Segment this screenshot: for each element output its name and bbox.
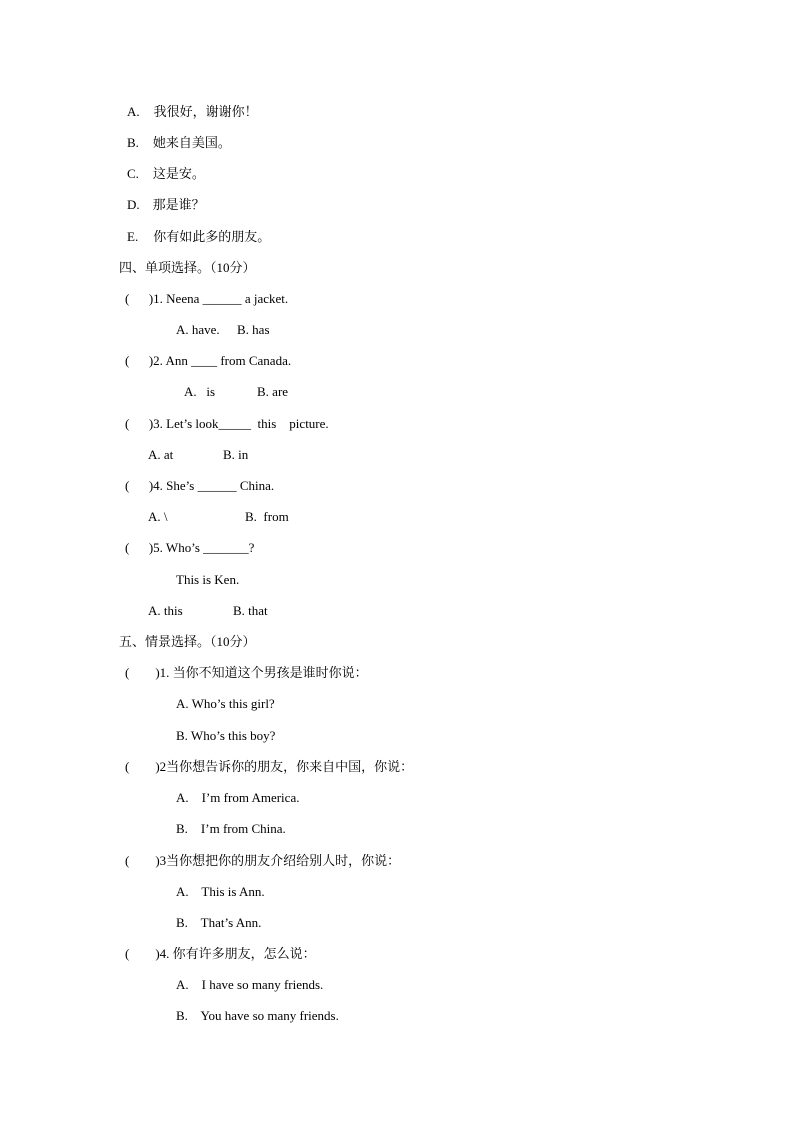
- option-text: 我很好，谢谢你！: [153, 104, 258, 119]
- option-letter: D.: [127, 197, 140, 212]
- question-stem: 4. She’s ______ China.: [153, 478, 275, 493]
- choice-4-1-a: A. have.: [176, 322, 220, 337]
- option-text: 她来自美国。: [152, 135, 231, 150]
- answer-bracket[interactable]: ( ): [125, 853, 160, 868]
- answer-bracket[interactable]: ( ): [125, 353, 154, 368]
- question-4-1: [125, 291, 288, 307]
- option-letter: E.: [127, 229, 139, 244]
- question-4-2: [125, 353, 291, 369]
- answer-bracket[interactable]: ( ): [125, 946, 160, 961]
- choice-5-3-b: B. That’s Ann.: [176, 915, 262, 930]
- answer-bracket[interactable]: ( ): [125, 759, 160, 774]
- option-letter: A.: [127, 104, 140, 119]
- answer-bracket[interactable]: ( ): [125, 665, 160, 680]
- question-stem: 2. Ann ____ from Canada.: [153, 353, 292, 368]
- option-letter: B.: [127, 135, 139, 150]
- choice-4-3-a: A. at: [148, 447, 174, 462]
- option-line-b: [127, 135, 231, 151]
- option-letter: C.: [127, 166, 139, 181]
- question-stem: 1. 当你不知道这个男孩是谁时你说：: [159, 665, 368, 680]
- question-stem: 5. Who’s _______?: [153, 540, 255, 555]
- question-stem: 2当你想告诉你的朋友，你来自中国，你说：: [159, 759, 414, 774]
- choice-4-3-b: B. in: [223, 447, 249, 462]
- choice-5-1-b: B. Who’s this boy?: [176, 728, 276, 743]
- question-5-3: [125, 853, 400, 869]
- option-line-c: [127, 166, 205, 182]
- choice-5-1-a: A. Who’s this girl?: [176, 696, 275, 711]
- choice-4-2-a: A. is: [184, 384, 216, 399]
- option-line-e: [127, 229, 270, 245]
- section4-heading: 四、单项选择。（10分）: [119, 260, 256, 275]
- option-text: 这是安。: [152, 166, 205, 181]
- question-stem: 1. Neena ______ a jacket.: [153, 291, 289, 306]
- option-text: 那是谁？: [152, 197, 205, 212]
- choice-5-2-b: B. I’m from China.: [176, 821, 286, 836]
- question-stem: 3. Let’s look_____ this picture.: [153, 416, 329, 431]
- answer-bracket[interactable]: ( ): [125, 291, 154, 306]
- option-text: 你有如此多的朋友。: [153, 229, 271, 244]
- question-5-4: [125, 946, 316, 962]
- choice-4-5-a: A. this: [148, 603, 183, 618]
- question-4-4: [125, 478, 274, 494]
- question-stem: 3当你想把你的朋友介绍给别人时，你说：: [159, 853, 401, 868]
- question-4-3: [125, 416, 329, 432]
- option-line-a: [127, 104, 258, 120]
- answer-bracket[interactable]: ( ): [125, 540, 154, 555]
- question-5-1: [125, 665, 368, 681]
- question-stem: 4. 你有许多朋友，怎么说：: [159, 946, 316, 961]
- section5-heading: 五、情景选择。（10分）: [119, 634, 256, 649]
- choice-4-1-b: B. has: [237, 322, 270, 337]
- choice-5-3-a: A. This is Ann.: [176, 884, 265, 899]
- question-5-2: [125, 759, 413, 775]
- question-4-5-prompt: This is Ken.: [176, 572, 240, 587]
- question-4-5: [125, 540, 254, 556]
- choice-4-4-a: A. \: [148, 509, 168, 524]
- choice-5-4-b: B. You have so many friends.: [176, 1008, 339, 1023]
- choice-4-2-b: B. are: [257, 384, 289, 399]
- answer-bracket[interactable]: ( ): [125, 478, 154, 493]
- choice-5-4-a: A. I have so many friends.: [176, 977, 324, 992]
- option-line-d: [127, 197, 205, 213]
- choice-4-4-b: B. from: [245, 509, 289, 524]
- choice-4-5-b: B. that: [233, 603, 268, 618]
- choice-5-2-a: A. I’m from America.: [176, 790, 300, 805]
- answer-bracket[interactable]: ( ): [125, 416, 154, 431]
